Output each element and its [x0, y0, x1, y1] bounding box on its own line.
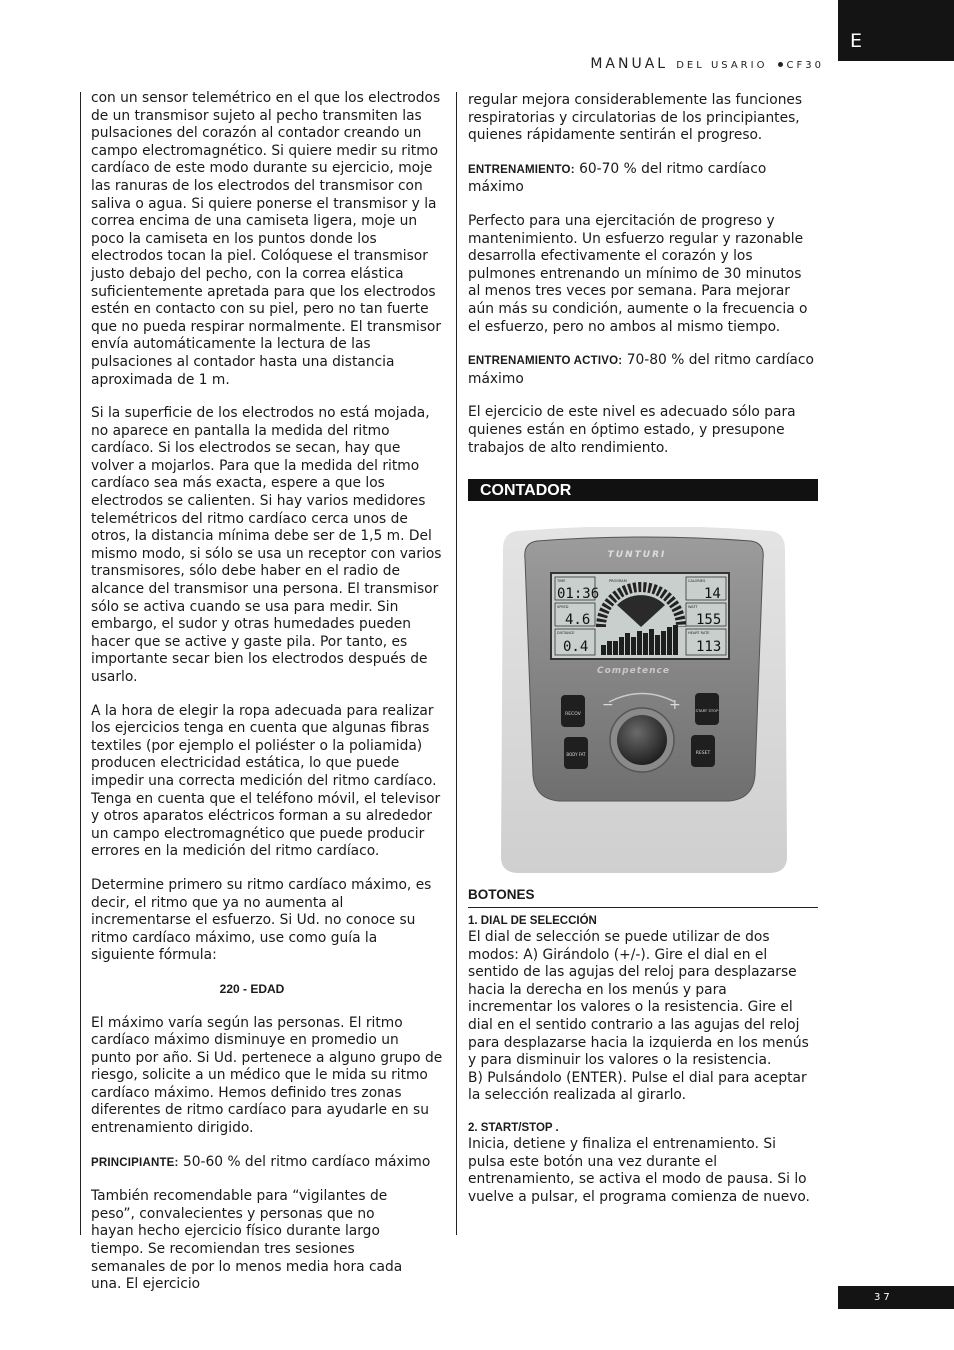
recov-button-label: RECOV: [565, 712, 581, 717]
start-stop-button[interactable]: [695, 693, 719, 725]
dial-text: El dial de selección se puede utilizar de dos modos: A) Girándolo (+/-). Gire el dial en el sentido de las agujas del reloj para desplazarse hacia la derecha en los menús y para incrementar los valores o la resistencia. Gire el dial en el sentido contrario a las agujas del reloj para desplazarse hacia la izquierda en los menús y para disminuir los valores o la resistencia.: [468, 929, 809, 1069]
running-header: [590, 53, 824, 72]
lcd-watt-label: WATT: [688, 605, 698, 609]
reset-button-label: RESET: [695, 751, 711, 756]
left-column: [91, 90, 443, 1310]
selection-dial[interactable]: [617, 715, 667, 765]
paragraph: A la hora de elegir la ropa adecuada para realizar los ejercicios tenga en cuenta que algunas fibras textiles (por ejemplo el poliéster o la poliamida) producen electricidad estática, lo que puede impedir una correcta medición del ritmo cardíaco. Tenga en cuenta que el teléfono móvil, el televisor y otros aparatos eléctricos forman a su alrededor un campo electromagnético que puede producir errores en la medición del ritmo cardíaco.: [91, 702, 441, 860]
header-model: CF30: [786, 60, 824, 71]
lcd-heart: 113: [696, 639, 722, 655]
right-column: [468, 92, 814, 473]
lcd-heart-label: HEART RATE: [688, 631, 710, 635]
bullet-icon: [778, 62, 783, 67]
recov-button[interactable]: [561, 695, 585, 727]
body-fat-button-label: BODY FAT: [566, 752, 586, 757]
model-logo: Competence: [597, 666, 670, 676]
page-number: 37: [838, 1286, 954, 1309]
minus-icon: −: [602, 697, 614, 713]
lcd-speed: 4.6: [565, 612, 591, 628]
lcd-speed-label: SPEED: [557, 605, 569, 609]
lcd-time: 01:36: [557, 586, 600, 602]
language-tab-label: E: [850, 30, 863, 52]
start-stop-heading: 2. START/STOP .: [468, 1121, 559, 1134]
formula: 220 - EDAD: [219, 981, 285, 996]
lcd-distance-label: DISTANCE: [557, 631, 575, 635]
center-rule: [456, 92, 457, 1235]
dial-heading: 1. DIAL DE SELECCIÓN: [468, 915, 597, 927]
paragraph: También recomendable para “vigilantes de peso”, convalecientes y personas que no hayan hecho ejercicio físico durante largo tiempo. Se recomiendan tres sesiones semanales de por lo menos media hora cada una. El ejercicio: [91, 1188, 403, 1293]
console-photo: [497, 527, 791, 877]
plus-icon: +: [669, 697, 681, 713]
lcd-calories: 14: [704, 586, 721, 602]
zone-text: 50-60 % del ritmo cardíaco máximo: [178, 1153, 431, 1170]
dial-text-b: B) Pulsándolo (ENTER). Pulse el dial para aceptar la selección realizada al girarlo.: [468, 1069, 807, 1104]
subsection-botones: BOTONES: [468, 887, 818, 908]
lcd-time-label: TIME: [557, 579, 566, 583]
zone-activo: [468, 352, 814, 388]
zone-label: ENTRENAMIENTO:: [468, 163, 575, 176]
lcd-distance: 0.4: [563, 639, 589, 655]
lcd-calories-label: CALORIES: [688, 579, 706, 583]
zone-entrenamiento: [468, 161, 814, 197]
reset-button[interactable]: [691, 735, 715, 767]
language-tab: [838, 0, 954, 61]
left-rule: [80, 92, 81, 1235]
body-fat-button[interactable]: [564, 737, 588, 769]
paragraph: regular mejora considerablemente las funciones respiratorias y circulatorias de los principiantes, quienes rápidamente sentirán el progreso.: [468, 92, 803, 144]
zone-text: 60-70 % del ritmo cardíaco máximo: [468, 160, 767, 196]
zone-label: PRINCIPIANTE:: [91, 1156, 179, 1169]
lcd-program-label: PROGRAM: [609, 579, 627, 583]
zone-text: 70-80 % del ritmo cardíaco máximo: [468, 352, 814, 387]
buttons-description: [468, 914, 814, 1206]
paragraph: El ejercicio de este nivel es adecuado sólo para quienes están en óptimo estado, y presupone trabajos de alto rendimiento.: [468, 404, 796, 456]
paragraph: Si la superficie de los electrodos no está mojada, no aparece en pantalla la medida del ritmo cardíaco. Si los electrodos se secan, hay que volver a mojarlos. Para que la medida del ritmo cardíaco sea más exacta, espere a que los electrodos se calienten. Si hay varios medidores telemétricos del ritmo cardíaco cerca unos de otros, la distancia mínima debe ser de 1,5 m. Del mismo modo, si sólo se usa un receptor con varios transmisores, sólo debe haber en el radio de alcance del transmisor una persona. El transmisor sólo se activa cuando se usa para medir. Sin embargo, el sudor y otras humedades pueden hacer que se active y gaste pila. Por tanto, es importante secar bien los electrodos después de usarlo.: [91, 405, 442, 685]
zone-label: ENTRENAMIENTO ACTIVO:: [468, 355, 623, 368]
paragraph: Perfecto para una ejercitación de progreso y mantenimiento. Un esfuerzo regular y razonable desarrolla efectivamente el corazón y los pulmones entrenando un mínimo de 30 minutos al menos tres veces por semana. Para mejorar aún más su condición, aumente o la frecuencia o el esfuerzo, pero no ambos al mismo tiempo.: [468, 212, 808, 335]
start-stop-text: Inicia, detiene y finaliza el entrenamiento. Si pulsa este botón una vez durante el entrenamiento, se activa el modo de pausa. Si lo vuelve a pulsar, el programa comienza de nuevo.: [468, 1135, 810, 1205]
header-del-usario: DEL USARIO: [676, 60, 768, 71]
section-title-contador: CONTADOR: [468, 479, 818, 501]
header-manual: MANUAL: [590, 56, 669, 72]
paragraph: El máximo varía según las personas. El ritmo cardíaco máximo disminuye en promedio un punto por año. Si Ud. pertenece a alguno grupo de riesgo, solicite a un médico que le mida su ritmo cardíaco máximo. Hemos definido tres zonas diferentes de ritmo cardíaco para ayudarle en su entrenamiento dirigido.: [91, 1014, 443, 1137]
start-stop-button-label: START STOP: [695, 708, 719, 713]
zone-principiante: [91, 1154, 443, 1173]
paragraph: Determine primero su ritmo cardíaco máximo, es decir, el ritmo que ya no aumenta al incrementarse el esfuerzo. Si Ud. no conoce su ritmo cardíaco máximo, use como guía la siguiente fórmula:: [91, 876, 432, 964]
brand-logo: TUNTURI: [607, 550, 667, 560]
paragraph: con un sensor telemétrico en el que los electrodos de un transmisor sujeto al pecho transmiten las pulsaciones del corazón al contador creando un campo electromagnético. Si quiere medir su ritmo cardíaco de este modo durante su ejercicio, moje las ranuras de los electrodos del transmisor con saliva o agua. Si quiere ponerse el transmisor y la correa encima de una camiseta ligera, moje un poco la camiseta en los puntos donde los electrodos tocan la piel. Colóquese el transmisor justo debajo del pecho, con la correa elástica suficientemente apretada para que los electrodos estén en contacto con su piel, pero no tan fuerte que no pueda respirar normalmente. El transmisor envía automáticamente la lectura de las pulsaciones al contador hasta una distancia aproximada de 1 m.: [91, 90, 442, 388]
lcd-watt: 155: [696, 612, 722, 628]
